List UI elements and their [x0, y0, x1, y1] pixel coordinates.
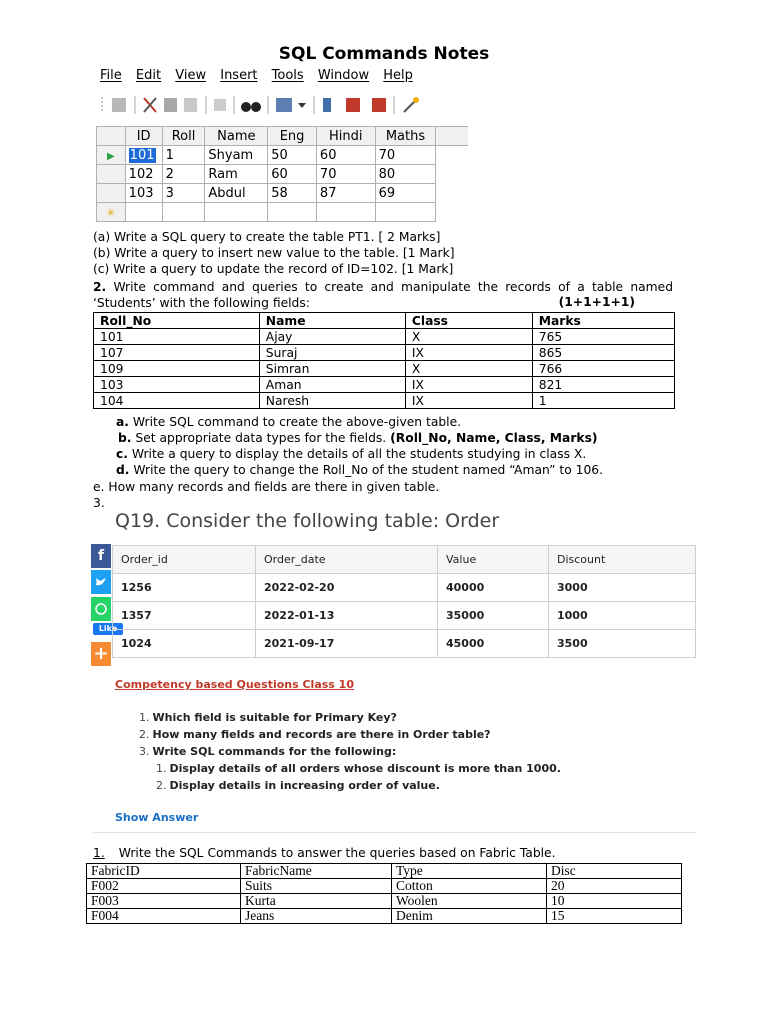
- list-text: Which field is suitable for Primary Key?: [152, 711, 397, 724]
- cell: IX: [405, 345, 532, 361]
- cell[interactable]: 87: [316, 184, 375, 203]
- table-header-row: [113, 546, 696, 574]
- cell: 45000: [438, 630, 549, 658]
- cell: X: [405, 361, 532, 377]
- menu-help[interactable]: Help: [383, 68, 413, 83]
- copy-icon[interactable]: [164, 98, 177, 112]
- question-1b: (b) Write a query to insert new value to the table. [1 Mark]: [93, 246, 455, 260]
- item-label: d.: [116, 463, 130, 477]
- cell: 107: [94, 345, 260, 361]
- table-row: [94, 393, 675, 409]
- grid-filler: [436, 203, 468, 222]
- cell: 103: [94, 377, 260, 393]
- cell: 104: [94, 393, 260, 409]
- more-share-icon[interactable]: +: [91, 642, 111, 666]
- grid-filler: [436, 127, 468, 146]
- table-row: [94, 361, 675, 377]
- menu-edit[interactable]: Edit: [135, 68, 162, 83]
- list-text: Write SQL commands for the following:: [152, 745, 397, 758]
- list-text: How many fields and records are there in Order table?: [152, 728, 491, 741]
- cell: 10: [547, 894, 682, 909]
- list-number: 1.: [156, 762, 167, 775]
- table-row[interactable]: [97, 184, 469, 203]
- cell: 35000: [438, 602, 549, 630]
- cell: 1: [532, 393, 674, 409]
- cell: IX: [405, 377, 532, 393]
- column-header: Class: [405, 313, 532, 329]
- cell: 2022-02-20: [256, 574, 438, 602]
- column-header: Value: [438, 546, 549, 574]
- column-header: Discount: [549, 546, 696, 574]
- table-row: [87, 909, 682, 924]
- column-header: Name: [259, 313, 405, 329]
- cell[interactable]: [375, 203, 436, 222]
- current-row-marker-icon: ▶: [97, 146, 126, 165]
- column-header[interactable]: Maths: [375, 127, 436, 146]
- cell[interactable]: 70: [375, 146, 436, 165]
- cell: Suraj: [259, 345, 405, 361]
- facebook-share-icon[interactable]: f: [91, 544, 111, 568]
- question-2c: [116, 447, 586, 461]
- column-header[interactable]: Roll: [162, 127, 205, 146]
- table-row: [113, 602, 696, 630]
- cell[interactable]: [316, 203, 375, 222]
- item-text: Write SQL command to create the above-given table.: [132, 415, 462, 429]
- menu-tools[interactable]: Tools: [271, 68, 304, 83]
- cell: IX: [405, 393, 532, 409]
- cell[interactable]: 70: [316, 165, 375, 184]
- fabric-table: [86, 863, 682, 924]
- table-row[interactable]: [97, 165, 469, 184]
- toolbar-icons: [98, 94, 466, 116]
- cell: 3500: [549, 630, 696, 658]
- menu-window[interactable]: Window: [317, 68, 370, 83]
- cell[interactable]: Abdul: [205, 184, 268, 203]
- question-3-number: 3.: [93, 496, 105, 510]
- row-selector-header: [97, 127, 126, 146]
- column-header: Type: [392, 864, 547, 879]
- selected-cell-value[interactable]: 101: [129, 147, 155, 163]
- cell: F004: [87, 909, 241, 924]
- cut-icon[interactable]: [144, 98, 156, 112]
- column-header: Order_date: [256, 546, 438, 574]
- column-header: Order_id: [113, 546, 256, 574]
- item-text: Set appropriate data types for the fields.: [135, 431, 387, 445]
- toolbar: [98, 94, 466, 116]
- paste-icon[interactable]: [184, 98, 197, 112]
- cell: 2021-09-17: [256, 630, 438, 658]
- cell: 821: [532, 377, 674, 393]
- cell: 765: [532, 329, 674, 345]
- list-number: 2.: [139, 728, 150, 741]
- save-icon[interactable]: [112, 98, 126, 112]
- table-row: [87, 894, 682, 909]
- cell: Ajay: [259, 329, 405, 345]
- cell: F002: [87, 879, 241, 894]
- order-heading: Q19. Consider the following table: Order: [115, 510, 500, 532]
- cell[interactable]: 58: [268, 184, 317, 203]
- cell: 865: [532, 345, 674, 361]
- cell[interactable]: [268, 203, 317, 222]
- menu-insert[interactable]: Insert: [220, 68, 258, 83]
- twitter-share-icon[interactable]: [91, 570, 111, 594]
- list-text: Display details in increasing order of value.: [169, 779, 440, 792]
- sort-descending-icon[interactable]: [346, 98, 360, 112]
- grid-filler: [436, 184, 468, 203]
- cell[interactable]: 80: [375, 165, 436, 184]
- database-window: [96, 66, 468, 228]
- menu-file[interactable]: File: [100, 68, 122, 83]
- question-2b: [118, 431, 598, 445]
- students-table: [93, 312, 675, 409]
- column-header: Roll_No: [94, 313, 260, 329]
- find-icon[interactable]: [241, 102, 261, 112]
- divider: [93, 832, 696, 833]
- column-header[interactable]: Name: [205, 127, 268, 146]
- question-text: Write the SQL Commands to answer the queries based on Fabric Table.: [118, 846, 556, 860]
- item-label: b.: [118, 431, 132, 445]
- question-2d: [116, 463, 603, 477]
- item-text: Write a query to display the details of all the students studying in class X.: [131, 447, 587, 461]
- cell: X: [405, 329, 532, 345]
- cell: 101: [94, 329, 260, 345]
- item-label: a.: [116, 415, 129, 429]
- column-header: FabricName: [241, 864, 392, 879]
- question-1a: (a) Write a SQL query to create the table PT1. [ 2 Marks]: [93, 230, 441, 244]
- table-row: [113, 574, 696, 602]
- sub-list-item: [156, 779, 440, 792]
- cell: 1357: [113, 602, 256, 630]
- cell: 1000: [549, 602, 696, 630]
- cell: Aman: [259, 377, 405, 393]
- competency-link[interactable]: Competency based Questions Class 10: [115, 678, 354, 691]
- list-item: [139, 745, 396, 758]
- column-header[interactable]: ID: [125, 127, 162, 146]
- question-1c: (c) Write a query to update the record of ID=102. [1 Mark]: [93, 262, 454, 276]
- table-row: [113, 630, 696, 658]
- cell: 766: [532, 361, 674, 377]
- cell[interactable]: Shyam: [205, 146, 268, 165]
- cell: 3000: [549, 574, 696, 602]
- cell: Kurta: [241, 894, 392, 909]
- grid-header-row: [97, 127, 469, 146]
- cell: F003: [87, 894, 241, 909]
- cell: Woolen: [392, 894, 547, 909]
- cell: 15: [547, 909, 682, 924]
- cell: Jeans: [241, 909, 392, 924]
- cell[interactable]: 103: [125, 184, 162, 203]
- grid-filler: [436, 146, 468, 165]
- cell[interactable]: [125, 146, 162, 165]
- sort-descending-icon[interactable]: [372, 98, 386, 112]
- like-button[interactable]: Like: [93, 623, 123, 635]
- grid-filler: [436, 165, 468, 184]
- fabric-question: [93, 846, 556, 860]
- question-2-body: Write command and queries to create and manipulate the records of a table named ‘Students’ with the following fields:: [93, 280, 673, 310]
- table-header-row: [87, 864, 682, 879]
- column-header: FabricID: [87, 864, 241, 879]
- whatsapp-share-icon[interactable]: [91, 597, 111, 621]
- list-item: [139, 711, 397, 724]
- menu-bar: [100, 68, 423, 83]
- question-2-marks: (1+1+1+1): [558, 295, 635, 309]
- list-item: [139, 728, 491, 741]
- order-table: [112, 545, 696, 658]
- table-row: [87, 879, 682, 894]
- row-selector[interactable]: [97, 184, 126, 203]
- cell[interactable]: 50: [268, 146, 317, 165]
- cell[interactable]: [125, 203, 162, 222]
- db-data-grid: [96, 126, 468, 222]
- question-2-number: 2.: [93, 280, 107, 294]
- cell: Naresh: [259, 393, 405, 409]
- table-row: [94, 377, 675, 393]
- cell: 1024: [113, 630, 256, 658]
- magic-wand-icon[interactable]: [404, 97, 419, 112]
- cell[interactable]: 102: [125, 165, 162, 184]
- question-number: 1.: [93, 846, 105, 860]
- cell: 109: [94, 361, 260, 377]
- cell: 1256: [113, 574, 256, 602]
- cell: 2022-01-13: [256, 602, 438, 630]
- menu-view[interactable]: View: [175, 68, 207, 83]
- cell[interactable]: 69: [375, 184, 436, 203]
- cell[interactable]: 2: [162, 165, 205, 184]
- cell[interactable]: 1: [162, 146, 205, 165]
- cell: Suits: [241, 879, 392, 894]
- column-header: Marks: [532, 313, 674, 329]
- row-selector[interactable]: [97, 165, 126, 184]
- cell: 20: [547, 879, 682, 894]
- new-record-icon: ✳: [97, 203, 126, 222]
- question-2e: e. How many records and fields are there in given table.: [93, 480, 440, 494]
- cell: 40000: [438, 574, 549, 602]
- cell: Cotton: [392, 879, 547, 894]
- question-2a: [116, 415, 461, 429]
- undo-icon[interactable]: [214, 99, 226, 111]
- item-text: Write the query to change the Roll_No of the student named “Aman” to 106.: [133, 463, 604, 477]
- show-answer-button[interactable]: Show Answer: [115, 811, 199, 824]
- item-label: c.: [116, 447, 128, 461]
- list-number: 1.: [139, 711, 150, 724]
- cell[interactable]: 60: [268, 165, 317, 184]
- list-number: 3.: [139, 745, 150, 758]
- sort-ascending-icon[interactable]: [323, 98, 331, 112]
- table-row: [94, 345, 675, 361]
- cell[interactable]: 60: [316, 146, 375, 165]
- cell: Simran: [259, 361, 405, 377]
- page-title: SQL Commands Notes: [278, 44, 490, 64]
- cell[interactable]: 3: [162, 184, 205, 203]
- table-row: [94, 329, 675, 345]
- table-header-row: [94, 313, 675, 329]
- list-text: Display details of all orders whose discount is more than 1000.: [169, 762, 561, 775]
- column-header[interactable]: Eng: [268, 127, 317, 146]
- cell[interactable]: [205, 203, 268, 222]
- new-record-row[interactable]: [97, 203, 469, 222]
- sub-list-item: [156, 762, 561, 775]
- cell[interactable]: Ram: [205, 165, 268, 184]
- cell[interactable]: [162, 203, 205, 222]
- column-header[interactable]: Hindi: [316, 127, 375, 146]
- table-row[interactable]: [97, 146, 469, 165]
- cell: Denim: [392, 909, 547, 924]
- sort-icon[interactable]: [276, 98, 306, 112]
- list-number: 2.: [156, 779, 167, 792]
- column-header: Disc: [547, 864, 682, 879]
- item-fields: (Roll_No, Name, Class, Marks): [390, 431, 598, 445]
